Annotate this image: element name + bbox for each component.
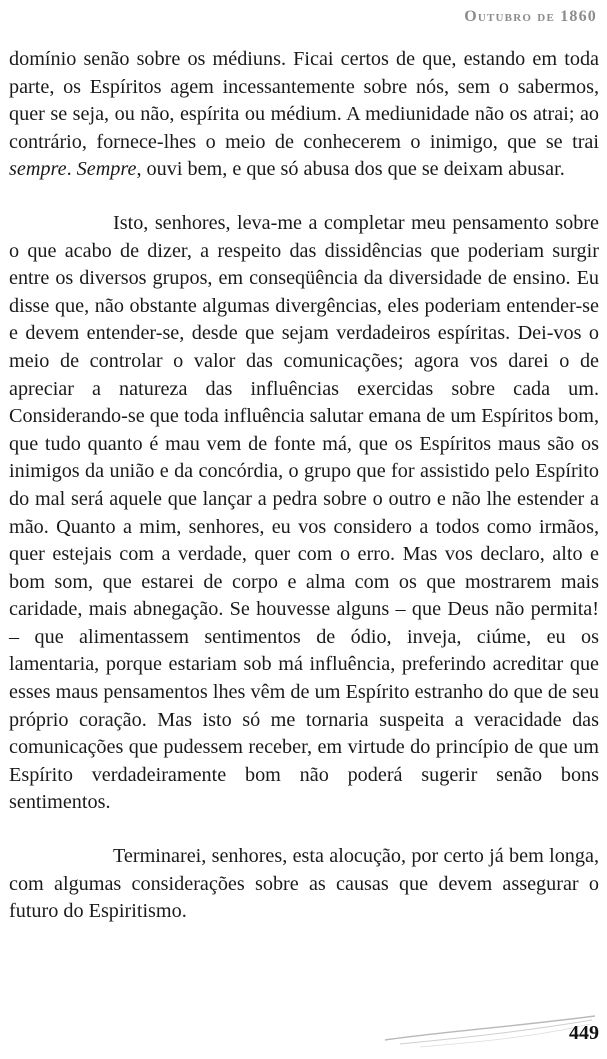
decorative-swoosh	[380, 1010, 600, 1050]
body-text	[9, 46, 599, 926]
paragraph-1-text-c: , ouvi bem, e que só abusa dos que se deixam abusar.	[136, 158, 565, 181]
paragraph-3: Terminarei, senhores, esta alocução, por certo já bem longa, com algumas considerações sobre as causas que devem assegurar o futuro do Espiritismo.	[9, 845, 599, 923]
page-number: 449	[569, 1022, 599, 1044]
paragraph-1	[9, 46, 599, 184]
emphasis-sempre-2: Sempre	[76, 158, 137, 181]
running-header: Outubro de 1860	[464, 8, 597, 25]
emphasis-sempre-1: sempre	[9, 158, 67, 181]
paragraph-1-text-a: domínio senão sobre os médiuns. Ficai certos de que, estando em toda parte, os Espíritos agem incessantemente sobre nós, sem o sabermos, quer se seja, ou não, espírita ou médium. A mediunidade não os atrai; ao contrário, fornece-lhes o meio de conhecerem o inimigo, que se trai	[9, 48, 599, 153]
paragraph-1-text-b: .	[66, 158, 77, 181]
paragraph-2: Isto, senhores, leva-me a completar meu pensamento sobre o que acabo de dizer, a respeito das dissidências que poderiam surgir entre os diversos grupos, em conseqüência da diversidade de ensino. Eu disse que, não obstante algumas divergências, eles poderiam entender-se e devem entender-se, desde que sejam verdadeiros espíritas. Dei-vos o meio de controlar o valor das comunicações; agora vos darei o de apreciar a natureza das influências exercidas sobre cada um. Considerando-se que toda influência salutar emana de um Espíritos bom, que tudo quanto é mau vem de fonte má, que os Espíritos maus são os inimigos da união e da concórdia, o grupo que for assistido pelo Espírito do mal será aquele que lançar a pedra sobre o outro e não lhe estender a mão. Quanto a mim, senhores, eu vos considero a todos como irmãos, quer estejais com a verdade, quer com o erro. Mas vos declaro, alto e bom som, que estarei de corpo e alma com os que mostrarem mais caridade, mais abnegação. Se houvesse alguns – que Deus não permita! – que alimentassem sentimentos de ódio, inveja, ciúme, eu os lamentaria, porque estariam sob má influência, preferindo acreditar que esses maus pensamentos lhes vêm de um Espírito estranho do que de seu próprio coração. Mas isto só me tornaria suspeita a veracidade das comunicações que pudessem receber, em virtude do princípio de que um Espírito verdadeiramente bom não poderá sugerir senão bons sentimentos.	[9, 211, 599, 814]
